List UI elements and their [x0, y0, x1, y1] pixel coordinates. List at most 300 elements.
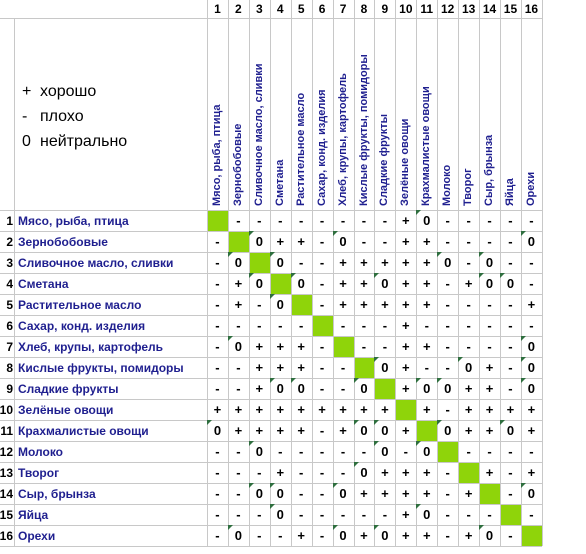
cell-corner-marker — [228, 252, 233, 257]
diagonal-cell[interactable] — [417, 421, 437, 441]
compatibility-cell[interactable]: + — [339, 276, 347, 291]
compatibility-cell[interactable]: - — [319, 234, 325, 249]
compatibility-cell[interactable]: + — [255, 339, 264, 354]
compatibility-cell[interactable]: + — [402, 486, 410, 501]
compatibility-cell[interactable]: + — [422, 297, 431, 312]
compatibility-cell[interactable]: - — [278, 528, 283, 543]
compatibility-cell[interactable]: + — [255, 381, 264, 396]
column-number: 13 — [461, 2, 476, 16]
compatibility-cell[interactable]: + — [360, 528, 368, 543]
compatibility-cell[interactable]: 0 — [270, 378, 291, 399]
compatibility-cell[interactable]: - — [319, 255, 325, 270]
compatibility-cell[interactable]: 0 — [228, 252, 249, 273]
compatibility-cell[interactable]: - — [382, 234, 388, 249]
cell-corner-marker — [374, 357, 379, 362]
compatibility-cell[interactable]: - — [319, 213, 325, 228]
compatibility-cell[interactable]: + — [381, 255, 389, 270]
compatibility-cell[interactable]: - — [257, 507, 262, 522]
compatibility-cell[interactable]: + — [402, 507, 410, 522]
compatibility-cell[interactable]: + — [276, 402, 285, 417]
diagonal-cell[interactable] — [522, 526, 542, 546]
compatibility-cell[interactable]: 0 — [249, 273, 270, 294]
compatibility-cell[interactable]: + — [339, 297, 347, 312]
compatibility-cell[interactable]: 0 — [500, 420, 521, 441]
row-food-label: Творог — [18, 465, 60, 480]
compatibility-cell[interactable]: + — [485, 465, 494, 480]
compatibility-cell[interactable]: 0 — [437, 378, 458, 399]
compatibility-cell[interactable]: - — [299, 507, 304, 522]
compatibility-cell[interactable]: 0 — [479, 273, 500, 294]
compatibility-cell[interactable]: + — [402, 318, 410, 333]
compatibility-cell[interactable]: + — [297, 423, 305, 438]
compatibility-cell[interactable]: 0 — [521, 357, 542, 378]
compatibility-cell[interactable]: - — [382, 213, 388, 228]
compatibility-cell[interactable]: - — [424, 318, 429, 333]
row-food-label: Кислые фрукты, помидоры — [18, 360, 184, 375]
compatibility-cell[interactable]: + — [381, 402, 389, 417]
compatibility-cell[interactable]: - — [236, 213, 241, 228]
compatibility-cell[interactable]: - — [508, 213, 513, 228]
diagonal-cell[interactable] — [208, 211, 228, 231]
compatibility-cell[interactable]: + — [255, 402, 264, 417]
compatibility-cell[interactable]: 0 — [354, 378, 375, 399]
row-number: 12 — [0, 444, 13, 459]
compatibility-cell[interactable]: - — [236, 318, 241, 333]
compatibility-cell[interactable]: - — [215, 360, 220, 375]
compatibility-cell[interactable]: - — [257, 528, 262, 543]
cell-corner-marker — [374, 525, 379, 530]
compatibility-cell[interactable]: - — [445, 297, 450, 312]
compatibility-cell[interactable]: + — [527, 402, 536, 417]
compatibility-cell[interactable]: + — [276, 339, 285, 354]
compatibility-cell[interactable]: 0 — [249, 441, 270, 462]
compatibility-cell[interactable]: - — [445, 213, 450, 228]
diagonal-cell[interactable] — [480, 484, 500, 504]
diagonal-cell[interactable] — [334, 337, 354, 357]
column-number: 1 — [214, 2, 221, 16]
compatibility-cell[interactable]: 0 — [416, 210, 437, 231]
compatibility-cell[interactable]: - — [215, 486, 220, 501]
compatibility-cell[interactable]: + — [213, 402, 222, 417]
compatibility-cell[interactable]: - — [215, 465, 220, 480]
compatibility-cell[interactable]: + — [402, 381, 410, 396]
compatibility-cell[interactable]: 0 — [374, 273, 395, 294]
diagonal-cell[interactable] — [396, 400, 416, 420]
compatibility-cell[interactable]: 0 — [228, 525, 249, 546]
compatibility-cell[interactable]: + — [255, 423, 264, 438]
compatibility-cell[interactable]: - — [236, 507, 241, 522]
column-food-label: Крахмалистые овощи — [420, 86, 433, 206]
compatibility-cell[interactable]: - — [382, 318, 388, 333]
compatibility-cell[interactable]: - — [487, 339, 492, 354]
compatibility-cell[interactable]: 0 — [374, 420, 395, 441]
compatibility-cell[interactable]: 0 — [291, 378, 312, 399]
compatibility-cell[interactable]: 0 — [500, 273, 521, 294]
compatibility-cell[interactable]: + — [402, 423, 410, 438]
cell-corner-marker — [270, 252, 275, 257]
compatibility-cell[interactable]: - — [319, 528, 325, 543]
cell-corner-marker — [521, 357, 526, 362]
compatibility-cell[interactable]: + — [276, 423, 285, 438]
compatibility-cell[interactable]: - — [215, 528, 220, 543]
compatibility-cell[interactable]: 0 — [374, 441, 395, 462]
compatibility-cell[interactable]: - — [487, 234, 492, 249]
compatibility-cell[interactable]: - — [445, 360, 450, 375]
compatibility-cell[interactable]: 0 — [249, 231, 270, 252]
compatibility-cell[interactable]: + — [485, 360, 494, 375]
compatibility-cell[interactable]: + — [402, 213, 410, 228]
diagonal-cell[interactable] — [355, 358, 375, 378]
compatibility-cell[interactable]: - — [487, 297, 492, 312]
compatibility-cell[interactable]: - — [257, 213, 262, 228]
compatibility-cell[interactable]: + — [464, 486, 473, 501]
compatibility-cell[interactable]: + — [485, 423, 494, 438]
compatibility-cell[interactable]: - — [361, 234, 367, 249]
compatibility-cell[interactable]: - — [278, 444, 283, 459]
row-food-label: Мясо, рыба, птица — [18, 213, 129, 228]
compatibility-cell[interactable]: - — [340, 318, 346, 333]
compatibility-cell[interactable]: + — [422, 465, 431, 480]
compatibility-cell[interactable]: + — [402, 360, 410, 375]
compatibility-cell[interactable]: - — [215, 339, 220, 354]
compatibility-cell[interactable]: - — [215, 255, 220, 270]
compatibility-cell[interactable]: + — [402, 465, 410, 480]
compatibility-cell[interactable]: - — [508, 360, 513, 375]
compatibility-cell[interactable]: + — [464, 381, 473, 396]
compatibility-cell[interactable]: - — [361, 318, 367, 333]
column-food-label: Молоко — [441, 164, 454, 206]
compatibility-cell[interactable]: 0 — [521, 378, 542, 399]
compatibility-cell[interactable]: - — [215, 276, 220, 291]
diagonal-cell[interactable] — [501, 505, 521, 525]
compatibility-cell[interactable]: + — [297, 402, 305, 417]
compatibility-cell[interactable]: 0 — [416, 378, 437, 399]
compatibility-cell[interactable]: + — [339, 255, 347, 270]
compatibility-cell[interactable]: 0 — [207, 420, 228, 441]
compatibility-cell[interactable]: + — [464, 402, 473, 417]
compatibility-cell[interactable]: - — [278, 213, 283, 228]
compatibility-cell[interactable]: 0 — [458, 357, 479, 378]
compatibility-cell[interactable]: + — [255, 360, 264, 375]
compatibility-cell[interactable]: - — [508, 339, 513, 354]
compatibility-cell[interactable]: - — [319, 465, 325, 480]
legend-bad-symbol: - — [22, 108, 28, 125]
compatibility-cell[interactable]: - — [487, 318, 492, 333]
compatibility-cell[interactable]: 0 — [333, 483, 354, 504]
diagonal-cell[interactable] — [271, 274, 291, 294]
compatibility-cell[interactable]: - — [215, 234, 220, 249]
compatibility-cell[interactable]: - — [508, 465, 513, 480]
row-food-label: Орехи — [18, 528, 56, 543]
compatibility-cell[interactable]: - — [361, 507, 367, 522]
compatibility-cell[interactable]: - — [319, 486, 325, 501]
compatibility-cell[interactable]: - — [529, 213, 534, 228]
compatibility-cell[interactable]: - — [215, 297, 220, 312]
compatibility-cell[interactable]: 0 — [521, 483, 542, 504]
compatibility-cell[interactable]: 0 — [291, 273, 312, 294]
compatibility-cell[interactable]: - — [215, 444, 220, 459]
compatibility-cell[interactable]: - — [445, 528, 450, 543]
compatibility-cell[interactable]: - — [236, 465, 241, 480]
column-number: 14 — [482, 2, 497, 16]
compatibility-cell[interactable]: - — [319, 381, 325, 396]
compatibility-cell[interactable]: - — [529, 276, 534, 291]
compatibility-cell[interactable]: - — [445, 276, 450, 291]
row-food-label: Сливочное масло, сливки — [18, 255, 174, 270]
compatibility-cell[interactable]: - — [466, 255, 471, 270]
compatibility-cell[interactable]: + — [402, 234, 410, 249]
compatibility-cell[interactable]: - — [215, 318, 220, 333]
compatibility-cell[interactable]: + — [422, 486, 431, 501]
diagonal-cell[interactable] — [459, 463, 479, 483]
compatibility-cell[interactable]: - — [299, 213, 304, 228]
compatibility-cell[interactable]: - — [382, 339, 388, 354]
compatibility-cell[interactable]: + — [402, 339, 410, 354]
compatibility-cell[interactable]: - — [340, 360, 346, 375]
compatibility-cell[interactable]: - — [319, 444, 325, 459]
gridline-col — [542, 0, 543, 546]
compatibility-cell[interactable]: 0 — [270, 252, 291, 273]
compatibility-cell[interactable]: + — [381, 465, 389, 480]
compatibility-cell[interactable]: + — [234, 276, 243, 291]
column-number: 8 — [360, 2, 368, 16]
compatibility-cell[interactable]: - — [215, 381, 220, 396]
compatibility-cell[interactable]: + — [318, 402, 326, 417]
compatibility-cell[interactable]: - — [299, 318, 304, 333]
column-number: 7 — [339, 2, 347, 16]
compatibility-cell[interactable]: + — [339, 402, 347, 417]
cell-corner-marker — [374, 441, 379, 446]
compatibility-cell[interactable]: 0 — [354, 462, 375, 483]
compatibility-cell[interactable]: - — [403, 444, 408, 459]
compatibility-cell[interactable]: 0 — [270, 504, 291, 525]
diagonal-cell[interactable] — [375, 379, 395, 399]
compatibility-cell[interactable]: + — [506, 402, 515, 417]
column-food-label: Сахар, конд. изделия — [315, 89, 328, 206]
compatibility-cell[interactable]: + — [297, 528, 305, 543]
compatibility-cell[interactable]: - — [340, 381, 346, 396]
compatibility-cell[interactable]: + — [360, 486, 368, 501]
compatibility-cell[interactable]: - — [445, 339, 450, 354]
compatibility-cell[interactable]: + — [234, 297, 243, 312]
compatibility-cell[interactable]: + — [234, 402, 243, 417]
compatibility-cell[interactable]: + — [276, 234, 285, 249]
compatibility-cell[interactable]: + — [297, 339, 305, 354]
row-number: 7 — [6, 339, 13, 354]
compatibility-cell[interactable]: + — [402, 276, 410, 291]
compatibility-cell[interactable]: - — [529, 255, 534, 270]
cell-corner-marker — [270, 483, 275, 488]
compatibility-cell[interactable]: - — [529, 444, 534, 459]
compatibility-cell[interactable]: - — [361, 339, 367, 354]
row-food-label: Молоко — [18, 444, 63, 459]
compatibility-cell[interactable]: 0 — [521, 336, 542, 357]
compatibility-cell[interactable]: 0 — [354, 420, 375, 441]
compatibility-cell[interactable]: - — [257, 297, 262, 312]
compatibility-cell[interactable]: - — [466, 318, 471, 333]
compatibility-cell[interactable]: + — [422, 234, 431, 249]
cell-corner-marker — [458, 357, 463, 362]
compatibility-cell[interactable]: + — [422, 402, 431, 417]
compatibility-cell[interactable]: 0 — [333, 525, 354, 546]
compatibility-cell[interactable]: + — [422, 255, 431, 270]
compatibility-cell[interactable]: - — [529, 507, 534, 522]
column-food-label: Мясо, рыба, птица — [211, 104, 223, 206]
diagonal-cell[interactable] — [292, 295, 312, 315]
compatibility-cell[interactable]: - — [236, 486, 241, 501]
compatibility-cell[interactable]: - — [382, 507, 388, 522]
compatibility-cell[interactable]: + — [422, 276, 431, 291]
compatibility-cell[interactable]: + — [360, 297, 368, 312]
compatibility-cell[interactable]: - — [466, 297, 471, 312]
compatibility-cell[interactable]: - — [445, 402, 450, 417]
compatibility-cell[interactable]: - — [487, 507, 492, 522]
compatibility-cell[interactable]: + — [360, 402, 368, 417]
compatibility-cell[interactable]: + — [297, 234, 305, 249]
compatibility-cell[interactable]: 0 — [521, 231, 542, 252]
cell-corner-marker — [479, 252, 484, 257]
compatibility-cell[interactable]: - — [487, 444, 492, 459]
compatibility-cell[interactable]: - — [466, 213, 471, 228]
compatibility-cell[interactable]: + — [464, 423, 473, 438]
compatibility-cell[interactable]: - — [340, 444, 346, 459]
compatibility-cell[interactable]: + — [485, 381, 494, 396]
compatibility-cell[interactable]: - — [508, 381, 513, 396]
compatibility-cell[interactable]: 0 — [437, 252, 458, 273]
compatibility-cell[interactable]: - — [319, 276, 325, 291]
compatibility-cell[interactable]: - — [236, 360, 241, 375]
compatibility-cell[interactable]: - — [257, 465, 262, 480]
compatibility-cell[interactable]: - — [508, 297, 513, 312]
compatibility-cell[interactable]: - — [445, 507, 450, 522]
diagonal-cell[interactable] — [313, 316, 333, 336]
compatibility-cell[interactable]: + — [422, 339, 431, 354]
diagonal-cell[interactable] — [438, 442, 458, 462]
compatibility-cell[interactable]: - — [508, 318, 513, 333]
row-food-label: Крахмалистые овощи — [18, 423, 149, 438]
compatibility-cell[interactable]: + — [422, 528, 431, 543]
compatibility-cell[interactable]: + — [402, 297, 410, 312]
compatibility-cell[interactable]: + — [276, 360, 285, 375]
compatibility-cell[interactable]: 0 — [416, 504, 437, 525]
compatibility-cell[interactable]: + — [527, 465, 536, 480]
compatibility-cell[interactable]: - — [215, 507, 220, 522]
compatibility-cell[interactable]: 0 — [228, 336, 249, 357]
column-food-label: Сливочное масло, сливки — [252, 63, 265, 206]
compatibility-cell[interactable]: - — [508, 528, 513, 543]
compatibility-cell[interactable]: 0 — [374, 525, 395, 546]
compatibility-cell[interactable]: + — [527, 423, 536, 438]
compatibility-cell[interactable]: 0 — [333, 231, 354, 252]
compatibility-cell[interactable]: + — [464, 276, 473, 291]
compatibility-cell[interactable]: - — [299, 444, 304, 459]
compatibility-cell[interactable]: - — [466, 339, 471, 354]
row-number: 11 — [0, 423, 13, 438]
compatibility-cell[interactable]: + — [381, 297, 389, 312]
compatibility-cell[interactable]: - — [445, 486, 450, 501]
compatibility-cell[interactable]: - — [445, 465, 450, 480]
compatibility-cell[interactable]: - — [508, 486, 513, 501]
compatibility-cell[interactable]: - — [299, 465, 304, 480]
compatibility-cell[interactable]: - — [466, 507, 471, 522]
compatibility-cell[interactable]: + — [297, 360, 305, 375]
compatibility-cell[interactable]: - — [445, 318, 450, 333]
compatibility-cell[interactable]: - — [466, 234, 471, 249]
compatibility-cell[interactable]: 0 — [374, 357, 395, 378]
compatibility-cell[interactable]: + — [381, 486, 389, 501]
compatibility-cell[interactable]: - — [340, 465, 346, 480]
cell-corner-marker — [291, 273, 296, 278]
compatibility-cell[interactable]: - — [424, 360, 429, 375]
compatibility-cell[interactable]: + — [464, 528, 473, 543]
compatibility-cell[interactable]: 0 — [270, 294, 291, 315]
column-number: 16 — [524, 2, 539, 16]
compatibility-cell[interactable]: - — [508, 255, 513, 270]
cell-corner-marker — [333, 483, 338, 488]
compatibility-cell[interactable]: - — [340, 507, 346, 522]
compatibility-cell[interactable]: 0 — [416, 441, 437, 462]
compatibility-cell[interactable]: + — [234, 423, 243, 438]
cell-corner-marker — [521, 231, 526, 236]
compatibility-cell[interactable]: 0 — [270, 483, 291, 504]
compatibility-cell[interactable]: - — [340, 213, 346, 228]
compatibility-cell[interactable]: - — [508, 444, 513, 459]
compatibility-cell[interactable]: - — [299, 255, 304, 270]
compatibility-cell[interactable]: - — [319, 297, 325, 312]
column-food-label: Творог — [462, 168, 475, 206]
diagonal-cell[interactable] — [229, 232, 249, 252]
diagonal-cell[interactable] — [250, 253, 270, 273]
column-food-label: Сладкие фрукты — [378, 113, 391, 206]
compatibility-cell[interactable]: + — [276, 465, 285, 480]
compatibility-cell[interactable]: + — [485, 402, 494, 417]
row-food-label: Сахар, конд. изделия — [18, 318, 146, 333]
compatibility-cell[interactable]: - — [319, 423, 325, 438]
compatibility-cell[interactable]: 0 — [437, 420, 458, 441]
compatibility-cell[interactable]: - — [466, 444, 471, 459]
compatibility-cell[interactable]: + — [360, 255, 368, 270]
compatibility-cell[interactable]: - — [319, 339, 325, 354]
compatibility-cell[interactable]: + — [402, 528, 410, 543]
compatibility-cell[interactable]: + — [402, 255, 410, 270]
cell-corner-marker — [228, 525, 233, 530]
legend-good-text: хорошо — [40, 83, 97, 100]
cell-corner-marker — [354, 378, 359, 383]
cell-corner-marker — [249, 483, 254, 488]
compatibility-cell[interactable]: - — [487, 213, 492, 228]
compatibility-cell[interactable]: + — [339, 423, 347, 438]
compatibility-cell[interactable]: - — [257, 318, 262, 333]
cell-corner-marker — [416, 441, 421, 446]
compatibility-cell[interactable]: 0 — [479, 525, 500, 546]
compatibility-cell[interactable]: + — [360, 276, 368, 291]
compatibility-cell[interactable]: - — [278, 318, 283, 333]
compatibility-cell[interactable]: 0 — [249, 483, 270, 504]
compatibility-cell[interactable]: + — [527, 297, 536, 312]
compatibility-cell[interactable]: - — [529, 318, 534, 333]
compatibility-cell[interactable]: - — [361, 444, 367, 459]
compatibility-cell[interactable]: - — [319, 507, 325, 522]
compatibility-cell[interactable]: - — [508, 234, 513, 249]
compatibility-cell[interactable]: 0 — [479, 252, 500, 273]
column-food-label: Сыр, брынза — [483, 134, 496, 206]
compatibility-cell[interactable]: - — [299, 486, 304, 501]
compatibility-cell[interactable]: - — [236, 381, 241, 396]
compatibility-cell[interactable]: - — [361, 213, 367, 228]
compatibility-cell[interactable]: - — [445, 234, 450, 249]
compatibility-cell[interactable]: - — [236, 444, 241, 459]
compatibility-cell[interactable]: - — [319, 360, 325, 375]
